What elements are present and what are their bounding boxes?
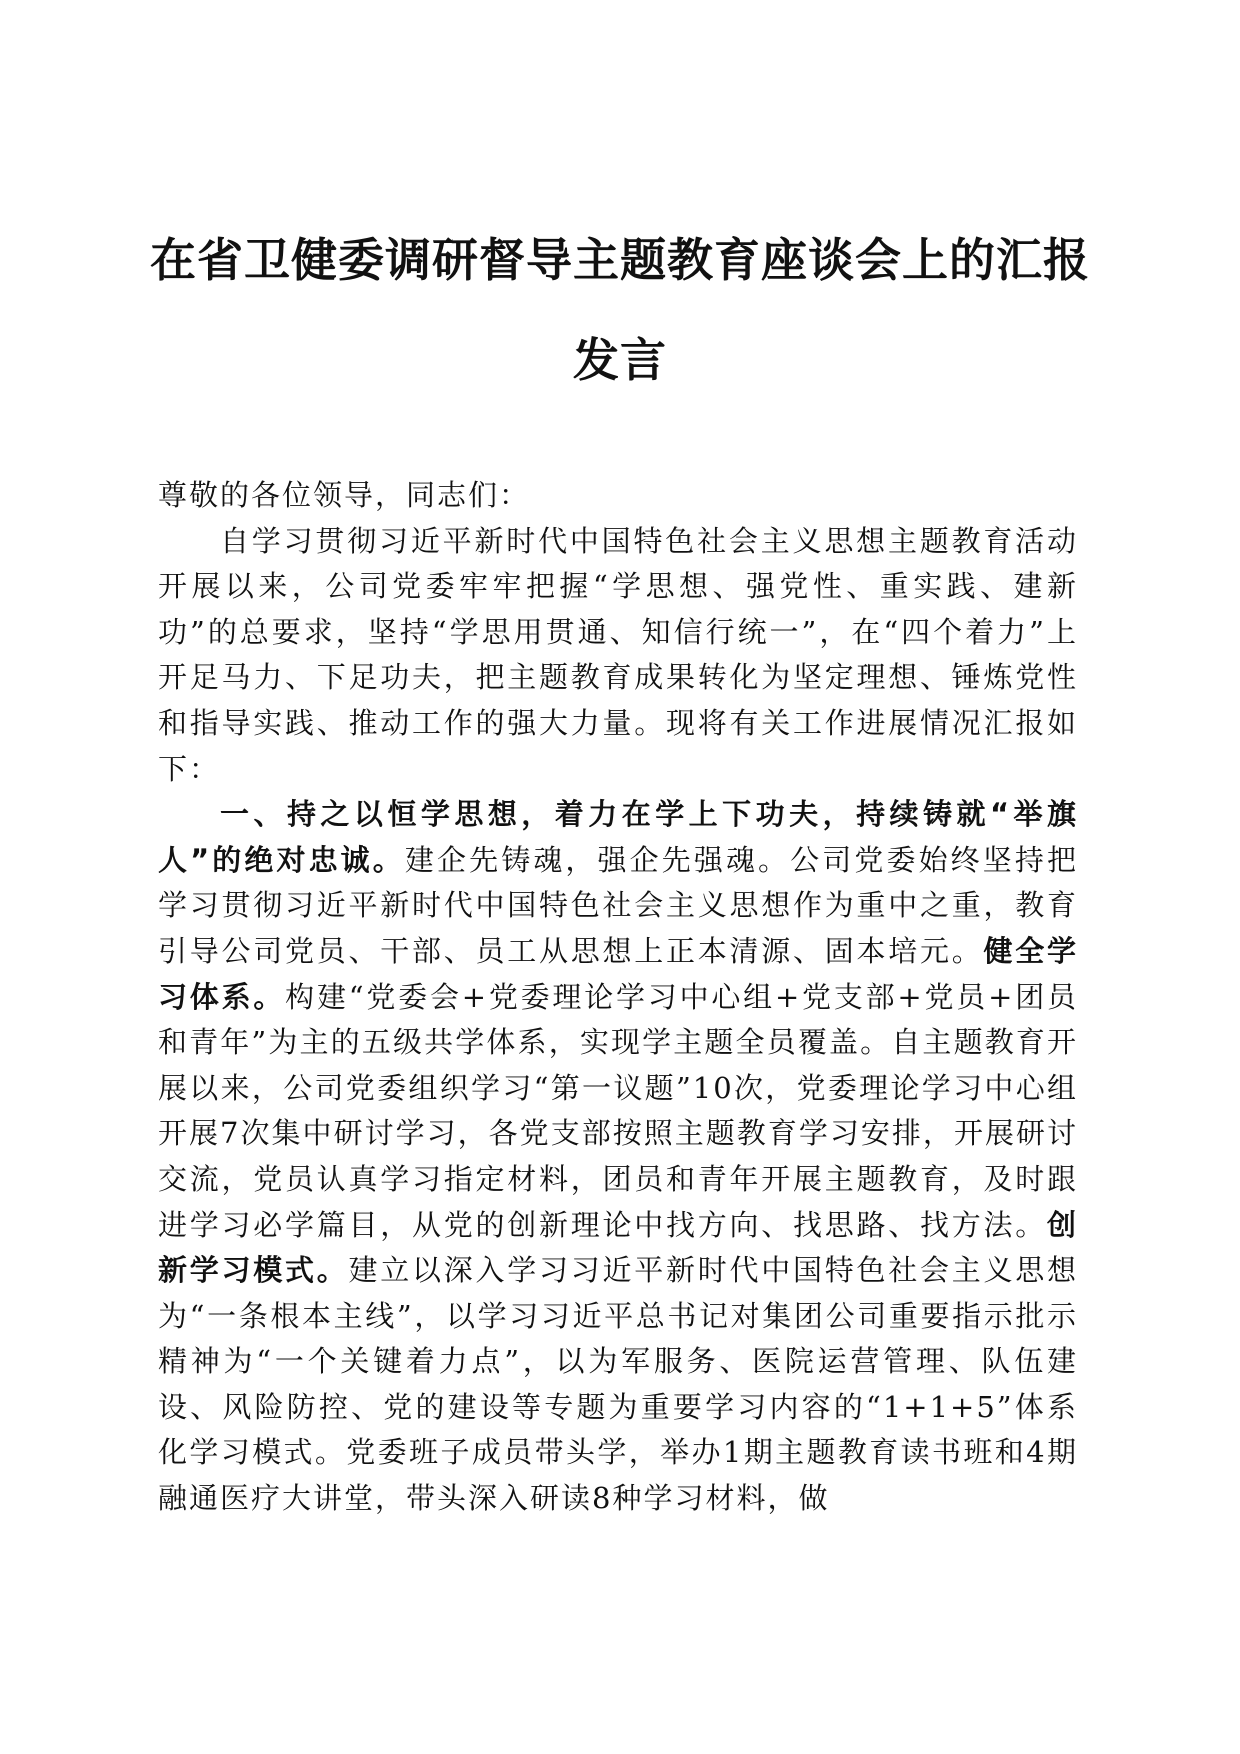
document-title-line-2: 发言 — [573, 333, 667, 387]
document-body — [158, 473, 1078, 1522]
section-1-text-1: 建企先铸魂，强企先强魂。公司党委始终坚持把学习贯彻习近平新时代中国特色社会主义思想作为重中之重，教育引导公司党员、干部、员工从思想上正本清源、固本培元。 — [158, 842, 1078, 968]
document-title-line-1: 在省卫健委调研督导主题教育座谈会上的汇报 — [150, 233, 1090, 287]
section-1-text-3: 建立以深入学习习近平新时代中国特色社会主义思想为“一条根本主线”，以学习习近平总书记对集团公司重要指示批示精神为“一个关键着力点”，以为军服务、医院运营管理、队伍建设、风险防控、党的建设等专题为重要学习内容的“1+1+5”体系化学习模式。党委班子成员带头学，举办1期主题教育读书班和4期融通医疗大讲堂，带头深入研读8种学习材料，做 — [158, 1253, 1078, 1516]
section-1-text-2: 构建“党委会+党委理论学习中心组+党支部+党员+团员和青年”为主的五级共学体系，实现学主题全员覆盖。自主题教育开展以来，公司党委组织学习“第一议题”10次，党委理论学习中心组开展7次集中研讨学习，各党支部按照主题教育学习安排，开展研讨交流，党员认真学习指定材料，团员和青年开展主题教育，及时跟进学习必学篇目，从党的创新理论中找方向、找思路、找方法。 — [158, 979, 1078, 1242]
section-1-paragraph — [158, 792, 1078, 1522]
intro-paragraph: 自学习贯彻习近平新时代中国特色社会主义思想主题教育活动开展以来，公司党委牢牢把握“学思想、强党性、重实践、建新功”的总要求，坚持“学思用贯通、知信行统一”，在“四个着力”上开足马力、下足功夫，把主题教育成果转化为坚定理想、锤炼党性和指导实践、推动工作的强大力量。现将有关工作进展情况汇报如下： — [158, 523, 1078, 786]
subheading-learning-system: 健全学习体系。 — [158, 933, 1078, 1014]
section-1-heading: 一、持之以恒学思想，着力在学上下功夫，持续铸就“举旗人”的绝对忠诚。 — [158, 797, 1078, 877]
subheading-learning-mode: 创新学习模式。 — [158, 1207, 1078, 1288]
salutation: 尊敬的各位领导，同志们： — [158, 478, 531, 512]
